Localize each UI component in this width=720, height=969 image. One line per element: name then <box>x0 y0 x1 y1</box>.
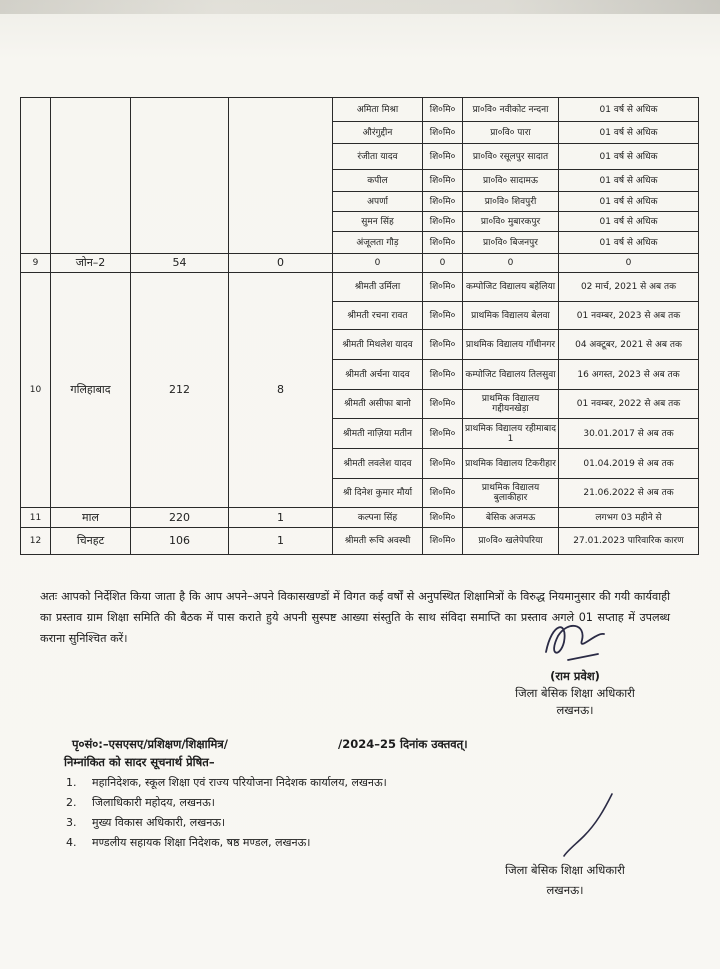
officer-designation: जिला बेसिक शिक्षा अधिकारी <box>515 686 635 700</box>
school-cell: 0 <box>463 254 559 273</box>
block-cell: जोन–2 <box>51 254 131 273</box>
school-cell: प्रा०वि० शिवपुरी <box>463 192 559 212</box>
absence-cell: 01 वर्ष से अधिक <box>559 192 699 212</box>
sno-cell <box>21 98 51 254</box>
signature-1 <box>538 612 618 672</box>
post-cell: शि०मि० <box>423 330 463 360</box>
school-cell: प्राथमिक विद्यालय गद्दीयनखेड़ा <box>463 390 559 419</box>
total-cell <box>131 98 229 254</box>
reference-line <box>72 737 468 752</box>
block-cell: माल <box>51 508 131 528</box>
list-item: 4. मण्डलीय सहायक शिक्षा निदेशक, षष्ठ मण्डल, लखनऊ। <box>66 836 311 849</box>
name-cell: श्रीमती अर्चना यादव <box>333 360 423 390</box>
name-cell: श्री दिनेश कुमार मौर्या <box>333 479 423 508</box>
post-cell: शि०मि० <box>423 528 463 555</box>
table-row <box>21 508 699 528</box>
post-cell: शि०मि० <box>423 122 463 144</box>
post-cell: शि०मि० <box>423 144 463 170</box>
absence-cell: 01 वर्ष से अधिक <box>559 98 699 122</box>
post-cell: शि०मि० <box>423 192 463 212</box>
school-cell: कम्पोजिट विद्यालय बहेलिया <box>463 273 559 302</box>
name-cell: कल्पना सिंह <box>333 508 423 528</box>
name-cell: श्रीमती रचना रावत <box>333 302 423 330</box>
absence-cell: लगभग 03 महीने से <box>559 508 699 528</box>
school-cell: प्रा०वि० बिजनपुर <box>463 232 559 254</box>
school-cell: प्रा०वि० नवीकोट नन्दना <box>463 98 559 122</box>
absence-cell: 21.06.2022 से अब तक <box>559 479 699 508</box>
post-cell: शि०मि० <box>423 302 463 330</box>
school-cell: प्राथमिक विद्यालय गाँधीनगर <box>463 330 559 360</box>
list-item: 2. जिलाधिकारी महोदय, लखनऊ। <box>66 796 215 809</box>
scan-edge <box>0 0 720 14</box>
post-cell: शि०मि० <box>423 508 463 528</box>
absentee-table <box>20 97 699 555</box>
total-cell: 106 <box>131 528 229 555</box>
school-cell: प्राथमिक विद्यालय टिकरीहार <box>463 449 559 479</box>
absence-cell: 16 अगस्त, 2023 से अब तक <box>559 360 699 390</box>
absence-cell: 01 वर्ष से अधिक <box>559 232 699 254</box>
absence-cell: 01 वर्ष से अधिक <box>559 122 699 144</box>
instruction-paragraph: अतः आपको निर्देशित किया जाता है कि आप अपने–अपने विकासखण्डों में विगत कई वर्षों से अनुपस्थित शिक्षामित्रों के विरुद्ध नियमानुसार की गयी कार्यवाही का प्रस्ताव ग्राम शिक्षा समिति की बैठक में पास कराते हुये अपनी सुस्पष्ट आख्या संस्तुति के साथ संविदा समाप्ति का प्रस्ताव अगले 01 सप्ताह में उपलब्ध कराना सुनिश्चित करें। <box>40 590 670 645</box>
school-cell: प्रा०वि० मुबारकपुर <box>463 212 559 232</box>
sno-cell: 9 <box>21 254 51 273</box>
block-cell: चिनहट <box>51 528 131 555</box>
copy-list <box>66 773 387 853</box>
total-cell: 220 <box>131 508 229 528</box>
post-cell: शि०मि० <box>423 273 463 302</box>
school-cell: प्राथमिक विद्यालय बुलाकीहार <box>463 479 559 508</box>
post-cell: शि०मि० <box>423 479 463 508</box>
post-cell: शि०मि० <box>423 449 463 479</box>
table-row <box>21 273 699 302</box>
signature-block-2 <box>465 860 665 900</box>
name-cell: सुमन सिंह <box>333 212 423 232</box>
absent-cell: 0 <box>229 254 333 273</box>
post-cell: शि०मि० <box>423 232 463 254</box>
name-cell: रंजीता यादव <box>333 144 423 170</box>
officer-designation: जिला बेसिक शिक्षा अधिकारी <box>505 863 625 877</box>
school-cell: प्रा०वि० रसूलपुर सादात <box>463 144 559 170</box>
total-cell: 212 <box>131 273 229 508</box>
school-cell: प्रा०वि० पारा <box>463 122 559 144</box>
block-cell: गलिहाबाद <box>51 273 131 508</box>
school-cell: कम्पोजिट विद्यालय तिलसुवा <box>463 360 559 390</box>
absent-cell: 1 <box>229 508 333 528</box>
post-cell: शि०मि० <box>423 98 463 122</box>
name-cell: कपील <box>333 170 423 192</box>
post-cell: शि०मि० <box>423 170 463 192</box>
school-cell: प्राथमिक विद्यालय बेलवा <box>463 302 559 330</box>
absence-cell: 27.01.2023 पारिवारिक कारण <box>559 528 699 555</box>
post-cell: शि०मि० <box>423 419 463 449</box>
table-row <box>21 528 699 555</box>
name-cell: अपर्णा <box>333 192 423 212</box>
sno-cell: 10 <box>21 273 51 508</box>
officer-place: लखनऊ। <box>556 703 594 717</box>
absent-cell: 1 <box>229 528 333 555</box>
reference-number: पृ०सं०:–एसएसए/प्रशिक्षण/शिक्षामित्र/ <box>72 737 228 751</box>
name-cell: अमिता मिश्रा <box>333 98 423 122</box>
name-cell: श्रीमती रूचि अवस्थी <box>333 528 423 555</box>
absence-cell: 01 वर्ष से अधिक <box>559 170 699 192</box>
table-row <box>21 254 699 273</box>
school-cell: प्रा०वि० सादामऊ <box>463 170 559 192</box>
absence-cell: 0 <box>559 254 699 273</box>
officer-name: (राम प्रवेश) <box>550 669 600 683</box>
name-cell: औरंगुद्दीन <box>333 122 423 144</box>
absence-cell: 30.01.2017 से अब तक <box>559 419 699 449</box>
reference-date: /2024–25 दिनांक उक्तवत्। <box>338 737 468 751</box>
absence-cell: 01.04.2019 से अब तक <box>559 449 699 479</box>
absence-cell: 01 नवम्बर, 2023 से अब तक <box>559 302 699 330</box>
officer-place: लखनऊ। <box>546 883 584 897</box>
list-item: 1. महानिदेशक, स्कूल शिक्षा एवं राज्य परियोजना निदेशक कार्यालय, लखनऊ। <box>66 776 387 789</box>
absence-cell: 01 वर्ष से अधिक <box>559 212 699 232</box>
school-cell: बेसिक अजमऊ <box>463 508 559 528</box>
block-cell <box>51 98 131 254</box>
school-cell: प्राथमिक विद्यालय रहीमाबाद 1 <box>463 419 559 449</box>
table-row <box>21 98 699 122</box>
name-cell: श्रीमती उर्मिला <box>333 273 423 302</box>
total-cell: 54 <box>131 254 229 273</box>
post-cell: 0 <box>423 254 463 273</box>
list-item: 3. मुख्य विकास अधिकारी, लखनऊ। <box>66 816 226 829</box>
absence-cell: 01 नवम्बर, 2022 से अब तक <box>559 390 699 419</box>
signature-2 <box>560 790 620 860</box>
name-cell: 0 <box>333 254 423 273</box>
signature-block-1 <box>470 668 680 719</box>
name-cell: श्रीमती मिथलेश यादव <box>333 330 423 360</box>
name-cell: श्रीमती लवलेश यादव <box>333 449 423 479</box>
post-cell: शि०मि० <box>423 212 463 232</box>
school-cell: प्रा०वि० खलेपेपरिया <box>463 528 559 555</box>
absent-cell: 8 <box>229 273 333 508</box>
absence-cell: 02 मार्च, 2021 से अब तक <box>559 273 699 302</box>
sno-cell: 11 <box>21 508 51 528</box>
sno-cell: 12 <box>21 528 51 555</box>
post-cell: शि०मि० <box>423 390 463 419</box>
absence-cell: 04 अक्टूबर, 2021 से अब तक <box>559 330 699 360</box>
absent-cell <box>229 98 333 254</box>
name-cell: श्रीमती नाज़िया मतीन <box>333 419 423 449</box>
forward-heading: निम्नांकित को सादर सूचनार्थ प्रेषित– <box>64 755 215 769</box>
name-cell: श्रीमती असीफा बानो <box>333 390 423 419</box>
absence-cell: 01 वर्ष से अधिक <box>559 144 699 170</box>
post-cell: शि०मि० <box>423 360 463 390</box>
name-cell: अंजूलता गौड़ <box>333 232 423 254</box>
